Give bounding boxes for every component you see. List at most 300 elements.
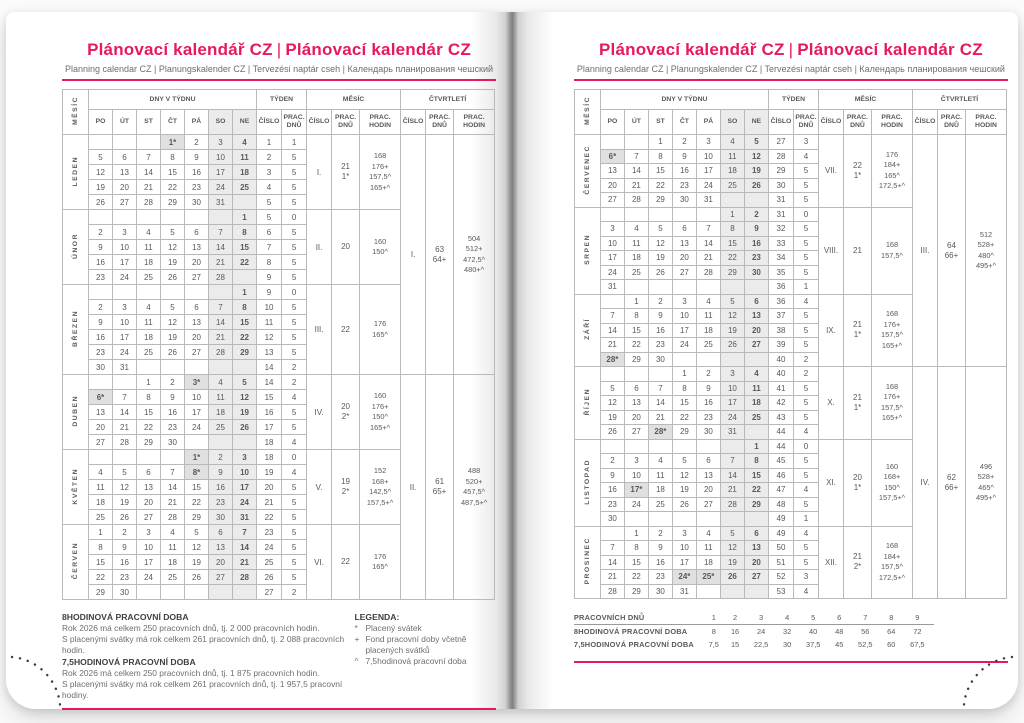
month-workhours-cell: 176 184+ 165^ 172,5+^ — [871, 135, 912, 208]
day-cell: 24 — [185, 420, 209, 435]
day-cell — [161, 585, 185, 600]
week-number-cell: 18 — [257, 435, 282, 450]
day-cell — [209, 360, 233, 375]
day-cell: 31 — [672, 584, 696, 599]
day-cell: 25 — [696, 338, 720, 353]
week-number-cell: 37 — [768, 309, 793, 324]
day-cell: 12 — [233, 390, 257, 405]
day-cell: 10 — [185, 390, 209, 405]
week-workdays-cell: 1 — [793, 280, 818, 295]
day-cell: 21 — [113, 420, 137, 435]
day-header: ST — [648, 110, 672, 135]
day-header: SO — [209, 110, 233, 135]
day-cell: 8 — [624, 309, 648, 324]
day-cell: 19 — [672, 483, 696, 498]
day-cell: 20 — [696, 483, 720, 498]
day-cell — [624, 512, 648, 527]
day-cell: 15 — [233, 315, 257, 330]
day-cell: 14 — [233, 540, 257, 555]
day-cell: 10 — [209, 150, 233, 165]
month-number-cell: X. — [818, 367, 843, 440]
quarter-workdays-cell: 64 66+ — [938, 135, 966, 367]
day-cell: 23 — [209, 495, 233, 510]
week-number-cell: 30 — [768, 178, 793, 193]
title-separator: | — [276, 40, 282, 59]
day-cell: 1 — [89, 525, 113, 540]
day-cell: 24* — [672, 570, 696, 585]
day-cell: 1* — [185, 450, 209, 465]
day-cell: 7 — [161, 465, 185, 480]
week-workdays-cell: 5 — [793, 193, 818, 208]
month-name: KVĚTEN — [63, 450, 89, 525]
week-group-header: TÝDEN — [257, 90, 307, 110]
day-cell: 13 — [696, 468, 720, 483]
day-cell: 4 — [209, 375, 233, 390]
day-cell: 21 — [233, 555, 257, 570]
day-cell: 5 — [720, 526, 744, 541]
week-workdays-cell: 5 — [282, 405, 307, 420]
day-cell: 17 — [600, 251, 624, 266]
day-cell: 26 — [648, 265, 672, 280]
day-cell: 29 — [624, 584, 648, 599]
week-number-cell: 1 — [257, 135, 282, 150]
day-cell: 18 — [696, 323, 720, 338]
day-cell: 25 — [233, 180, 257, 195]
day-cell: 17 — [113, 330, 137, 345]
week-workdays-cell: 4 — [282, 465, 307, 480]
week-number-cell: 17 — [257, 420, 282, 435]
week-number-cell: 25 — [257, 555, 282, 570]
legend-text: Fond pracovní doby včetně placených svátků — [365, 634, 467, 655]
day-cell — [744, 584, 768, 599]
week-number-cell: 43 — [768, 410, 793, 425]
day-cell: 29 — [89, 585, 113, 600]
week-number-cell: 15 — [257, 390, 282, 405]
day-cell: 25 — [137, 270, 161, 285]
day-cell: 9 — [89, 315, 113, 330]
day-cell — [648, 512, 672, 527]
week-workdays-cell: 4 — [793, 149, 818, 164]
day-cell: 14 — [600, 555, 624, 570]
day-cell — [744, 425, 768, 440]
workhours-value: 2 — [726, 611, 745, 625]
month-workhours-cell: 168 184+ 157,5^ 172,5+^ — [871, 526, 912, 599]
week-workdays-cell: 5 — [282, 315, 307, 330]
week-workdays-cell: 4 — [282, 390, 307, 405]
day-cell: 15 — [233, 240, 257, 255]
day-cell: 1 — [624, 526, 648, 541]
day-cell — [233, 435, 257, 450]
day-cell: 16 — [744, 236, 768, 251]
day-cell: 9 — [161, 390, 185, 405]
day-cell — [161, 285, 185, 300]
day-cell: 27 — [137, 510, 161, 525]
day-cell: 8 — [233, 300, 257, 315]
day-cell: 12 — [89, 165, 113, 180]
day-cell: 6 — [624, 381, 648, 396]
day-cell — [600, 439, 624, 454]
day-cell — [233, 195, 257, 210]
day-cell: 27 — [185, 345, 209, 360]
calendar-table-jul-dec — [574, 89, 1007, 599]
month-name: ÚNOR — [63, 210, 89, 285]
day-cell — [185, 435, 209, 450]
day-cell — [720, 439, 744, 454]
day-cell — [161, 450, 185, 465]
day-cell — [185, 210, 209, 225]
day-cell: 20 — [185, 330, 209, 345]
day-cell — [113, 285, 137, 300]
week-group-header: TÝDEN — [768, 90, 818, 110]
day-cell: 31 — [113, 360, 137, 375]
day-cell: 11 — [89, 480, 113, 495]
day-cell: 23 — [185, 180, 209, 195]
day-cell — [113, 135, 137, 150]
workhours-value: 56 — [861, 627, 870, 636]
day-cell: 13 — [600, 164, 624, 179]
day-cell — [161, 210, 185, 225]
day-cell: 10 — [600, 236, 624, 251]
workhours-value: 5 — [797, 611, 830, 625]
day-cell: 17* — [624, 483, 648, 498]
day-cell: 18 — [648, 483, 672, 498]
day-cell: 26 — [161, 270, 185, 285]
day-cell: 7 — [624, 149, 648, 164]
day-header: ČT — [672, 110, 696, 135]
day-cell: 14 — [209, 240, 233, 255]
week-row — [574, 135, 1006, 150]
legend-text: Placený svátek — [365, 623, 422, 633]
day-cell: 12 — [720, 541, 744, 556]
day-cell: 16 — [113, 555, 137, 570]
day-cell: 15 — [89, 555, 113, 570]
month-number-cell: IV. — [307, 375, 332, 450]
week-workdays-cell: 5 — [282, 495, 307, 510]
month-name: SRPEN — [574, 207, 600, 294]
day-cell — [89, 210, 113, 225]
day-cell: 23 — [600, 497, 624, 512]
week-workdays-cell: 0 — [282, 450, 307, 465]
day-cell: 8 — [137, 390, 161, 405]
day-cell: 9 — [744, 222, 768, 237]
day-cell: 18 — [161, 555, 185, 570]
day-cell: 24 — [137, 570, 161, 585]
day-cell: 3 — [600, 222, 624, 237]
week-workdays-cell: 4 — [793, 483, 818, 498]
day-cell: 15 — [624, 555, 648, 570]
week-number-cell: 39 — [768, 338, 793, 353]
month-number-cell: XII. — [818, 526, 843, 599]
day-cell: 16 — [185, 165, 209, 180]
week-number-cell: 49 — [768, 512, 793, 527]
page-title — [574, 40, 1008, 60]
note-8h-title: 8HODINOVÁ PRACOVNÍ DOBA — [62, 612, 189, 622]
day-cell: 5 — [720, 294, 744, 309]
day-cell: 16 — [161, 405, 185, 420]
week-number-cell: 36 — [768, 294, 793, 309]
day-cell: 24 — [624, 497, 648, 512]
workhours-value: 16 — [730, 627, 740, 636]
day-cell: 19 — [720, 555, 744, 570]
week-number-cell: 27 — [257, 585, 282, 600]
day-cell: 22 — [161, 180, 185, 195]
week-number-cell: 44 — [768, 439, 793, 454]
day-cell: 7 — [209, 225, 233, 240]
day-cell: 20 — [113, 180, 137, 195]
day-cell: 19 — [161, 255, 185, 270]
day-cell: 6 — [113, 150, 137, 165]
day-header: ST — [137, 110, 161, 135]
subcolumn-header: PRAC. DNŮ — [426, 110, 454, 135]
day-cell: 25 — [648, 497, 672, 512]
day-cell: 22 — [672, 410, 696, 425]
day-cell — [624, 439, 648, 454]
title-czech: Plánovací kalendář CZ — [599, 40, 785, 59]
day-cell: 21 — [209, 330, 233, 345]
day-cell: 2 — [696, 367, 720, 382]
month-workhours-cell: 160 168+ 150^ 157,5+^ — [871, 439, 912, 526]
day-cell: 7 — [233, 525, 257, 540]
subcolumn-header: PRAC. DNŮ — [843, 110, 871, 135]
day-cell — [672, 439, 696, 454]
day-cell: 10 — [696, 149, 720, 164]
month-number-cell: IX. — [818, 294, 843, 367]
day-header: ÚT — [624, 110, 648, 135]
day-cell: 29 — [744, 497, 768, 512]
week-number-cell: 40 — [768, 367, 793, 382]
page-right — [518, 12, 1018, 709]
week-number-cell: 6 — [257, 225, 282, 240]
day-cell: 3* — [185, 375, 209, 390]
day-cell: 28 — [624, 193, 648, 208]
day-cell: 8 — [720, 222, 744, 237]
day-cell: 5 — [185, 525, 209, 540]
quarter-group-header: ČTVRTLETÍ — [401, 90, 495, 110]
day-cell: 21 — [696, 251, 720, 266]
day-cell: 26 — [744, 178, 768, 193]
subcolumn-header: PRAC. HODIN — [360, 110, 401, 135]
week-workdays-cell: 5 — [793, 381, 818, 396]
day-cell: 22 — [720, 251, 744, 266]
day-cell — [744, 280, 768, 295]
day-cell: 28* — [648, 425, 672, 440]
subcolumn-header: PRAC. HODIN — [871, 110, 912, 135]
day-cell — [600, 207, 624, 222]
month-name: ČERVENEC — [574, 135, 600, 208]
workhours-value: 22,5 — [753, 640, 769, 649]
month-group-header: MĚSÍC — [818, 90, 912, 110]
workhours-value: 67,5 — [910, 640, 925, 649]
day-cell: 19 — [744, 164, 768, 179]
month-name: DUBEN — [63, 375, 89, 450]
day-cell: 14 — [137, 165, 161, 180]
calendar-table-jan-jun — [62, 89, 495, 600]
note-75h-title: 7,5HODINOVÁ PRACOVNÍ DOBA — [62, 657, 196, 667]
week-workdays-cell: 5 — [793, 222, 818, 237]
day-cell: 1* — [161, 135, 185, 150]
day-cell — [672, 352, 696, 367]
week-workdays-cell: 5 — [793, 541, 818, 556]
workhours-value: 8 — [711, 627, 716, 636]
day-cell: 13 — [89, 405, 113, 420]
day-cell — [233, 270, 257, 285]
day-cell: 9 — [89, 240, 113, 255]
day-cell: 5 — [648, 222, 672, 237]
day-header: PÁ — [185, 110, 209, 135]
week-workdays-cell: 5 — [282, 330, 307, 345]
day-cell: 8 — [89, 540, 113, 555]
day-cell: 30 — [209, 510, 233, 525]
header-rule — [62, 79, 496, 81]
day-cell: 18 — [624, 251, 648, 266]
month-group-header: MĚSÍC — [307, 90, 401, 110]
quarter-workdays-cell: 62 66+ — [938, 367, 966, 599]
day-cell: 26 — [89, 195, 113, 210]
day-cell — [113, 375, 137, 390]
day-cell: 7 — [720, 454, 744, 469]
day-cell: 5 — [161, 300, 185, 315]
day-cell: 19 — [161, 330, 185, 345]
quarter-number-cell: II. — [401, 375, 426, 600]
day-cell: 6 — [185, 300, 209, 315]
page-right-content — [574, 40, 1008, 663]
workhours-value: 45 — [835, 640, 844, 649]
month-name: PROSINEC — [574, 526, 600, 599]
workhours-value: 15 — [730, 640, 740, 649]
day-cell: 6* — [89, 390, 113, 405]
day-cell — [672, 512, 696, 527]
week-workdays-cell: 5 — [793, 323, 818, 338]
day-cell: 9 — [113, 540, 137, 555]
day-cell: 12 — [648, 236, 672, 251]
day-cell: 21 — [648, 410, 672, 425]
month-workdays-cell: 22 — [332, 525, 360, 600]
week-number-cell: 27 — [768, 135, 793, 150]
workhours-value: 8 — [882, 611, 901, 625]
workhours-value: 3 — [745, 611, 778, 625]
week-workdays-cell: 1 — [282, 135, 307, 150]
week-workdays-cell: 5 — [793, 164, 818, 179]
day-cell: 28 — [161, 510, 185, 525]
day-header: NE — [233, 110, 257, 135]
day-cell: 18 — [744, 396, 768, 411]
week-workdays-cell: 5 — [793, 178, 818, 193]
day-cell: 30 — [89, 360, 113, 375]
day-cell: 26 — [600, 425, 624, 440]
day-cell: 13 — [744, 309, 768, 324]
week-number-cell: 50 — [768, 541, 793, 556]
day-cell: 29 — [161, 195, 185, 210]
week-workdays-cell: 5 — [282, 540, 307, 555]
day-cell — [113, 210, 137, 225]
day-cell: 24 — [672, 338, 696, 353]
month-workhours-cell: 176 165^ — [360, 285, 401, 375]
day-cell: 1 — [624, 294, 648, 309]
day-cell: 2 — [209, 450, 233, 465]
day-cell: 20 — [185, 255, 209, 270]
day-cell: 3 — [624, 454, 648, 469]
week-number-cell: 10 — [257, 300, 282, 315]
day-cell: 2 — [161, 375, 185, 390]
subcolumn-header: ČÍSLO — [818, 110, 843, 135]
day-cell: 10 — [137, 540, 161, 555]
day-cell: 22 — [137, 420, 161, 435]
week-workdays-cell: 5 — [793, 338, 818, 353]
workhours-row-label: PRACOVNÍCH DNŮ — [574, 611, 702, 625]
quarter-workhours-cell: 512 528+ 480^ 495+^ — [966, 135, 1007, 367]
day-cell: 29 — [185, 510, 209, 525]
day-cell: 1 — [648, 135, 672, 150]
quarter-workhours-cell: 488 520+ 457,5^ 487,5+^ — [454, 375, 495, 600]
week-workdays-cell: 5 — [793, 454, 818, 469]
day-cell: 30 — [696, 425, 720, 440]
month-workdays-cell: 21 — [843, 207, 871, 294]
day-cell: 4 — [648, 454, 672, 469]
day-header: PO — [89, 110, 113, 135]
day-cell — [648, 439, 672, 454]
week-workdays-cell: 3 — [793, 570, 818, 585]
day-cell: 31 — [233, 510, 257, 525]
day-cell: 30 — [161, 435, 185, 450]
day-header: PÁ — [696, 110, 720, 135]
day-cell: 24 — [113, 270, 137, 285]
week-workdays-cell: 0 — [282, 210, 307, 225]
legend-item-fund — [354, 634, 496, 656]
day-cell: 17 — [209, 165, 233, 180]
day-cell: 9 — [209, 465, 233, 480]
day-cell: 25 — [720, 178, 744, 193]
week-workdays-cell: 5 — [282, 570, 307, 585]
page-left — [6, 12, 506, 709]
week-workdays-cell: 5 — [282, 225, 307, 240]
day-cell: 7 — [696, 222, 720, 237]
day-cell: 9 — [600, 468, 624, 483]
week-workdays-cell: 5 — [282, 300, 307, 315]
day-cell: 22 — [185, 495, 209, 510]
day-cell: 9 — [648, 309, 672, 324]
subcolumn-header: PRAC. DNŮ — [793, 110, 818, 135]
day-cell: 3 — [233, 450, 257, 465]
day-cell: 4 — [137, 225, 161, 240]
day-cell: 29 — [720, 265, 744, 280]
week-workdays-cell: 2 — [793, 367, 818, 382]
quarter-workdays-cell: 61 65+ — [426, 375, 454, 600]
week-workdays-cell: 5 — [282, 510, 307, 525]
month-workhours-cell: 168 176+ 157,5^ 165+^ — [871, 367, 912, 440]
subcolumn-header: ČÍSLO — [768, 110, 793, 135]
day-cell: 2 — [672, 135, 696, 150]
day-cell: 11 — [233, 150, 257, 165]
week-number-cell: 14 — [257, 360, 282, 375]
day-cell: 11 — [696, 309, 720, 324]
week-number-cell: 18 — [257, 450, 282, 465]
month-workhours-cell: 152 168+ 142,5^ 157,5+^ — [360, 450, 401, 525]
day-cell: 14 — [209, 315, 233, 330]
day-cell: 9 — [672, 149, 696, 164]
legend-symbol-asterisk: * — [354, 623, 358, 633]
day-cell: 3 — [209, 135, 233, 150]
day-cell: 7 — [600, 309, 624, 324]
day-cell: 15 — [185, 480, 209, 495]
day-cell: 31 — [696, 193, 720, 208]
subcolumn-header: ČÍSLO — [257, 110, 282, 135]
day-cell: 29 — [233, 345, 257, 360]
day-cell: 12 — [720, 309, 744, 324]
legend-symbol-caret: ^ — [354, 656, 359, 666]
day-cell: 25* — [696, 570, 720, 585]
day-cell: 10 — [672, 541, 696, 556]
month-workhours-cell: 176 165^ — [360, 525, 401, 600]
